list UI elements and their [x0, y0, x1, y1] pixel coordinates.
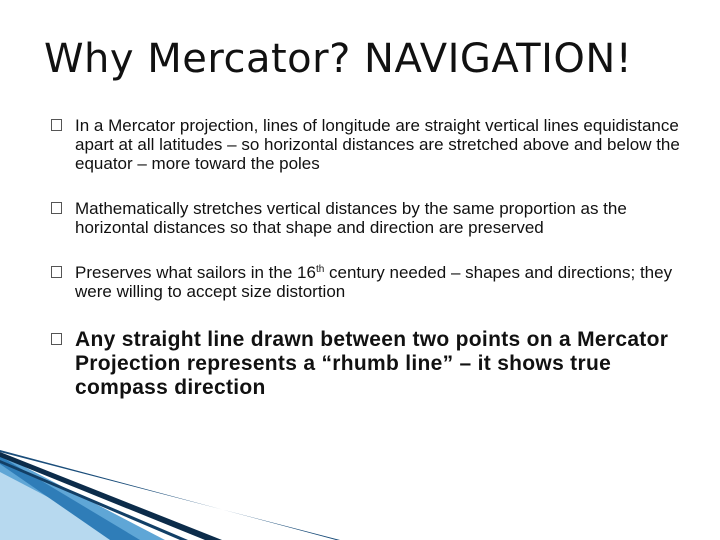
bullet-item-emphasis	[50, 328, 690, 400]
slide-title: Why Mercator? NAVIGATION!	[44, 36, 633, 82]
bullet-box-icon	[51, 266, 62, 278]
bullet-text: Mathematically stretches vertical distances by the same proportion as the horizontal distances so that shape and direction are preserved	[75, 199, 627, 237]
bullet-text: In a Mercator projection, lines of longitude are straight vertical lines equidistance apart at all latitudes – so horizontal distances are stretched above and below the equator – more toward the poles	[75, 116, 680, 173]
bullet-box-icon	[51, 202, 62, 214]
bullet-item	[50, 199, 690, 237]
bullet-list	[50, 116, 690, 400]
corner-decoration	[0, 450, 340, 540]
bullet-item	[50, 116, 690, 173]
bullet-text-part: century needed – shapes and directions; they were willing to accept size distortion	[75, 263, 673, 301]
bullet-item	[50, 263, 690, 301]
ordinal-superscript: th	[315, 264, 325, 275]
bullet-text-part: Preserves what sailors in the 16	[75, 263, 316, 282]
bullet-text	[75, 263, 690, 301]
bullet-text: Any straight line drawn between two points on a Mercator Projection represents a “rhumb line” – it shows true compass direction	[75, 328, 669, 399]
bullet-box-icon	[51, 333, 62, 345]
bullet-box-icon	[51, 119, 62, 131]
